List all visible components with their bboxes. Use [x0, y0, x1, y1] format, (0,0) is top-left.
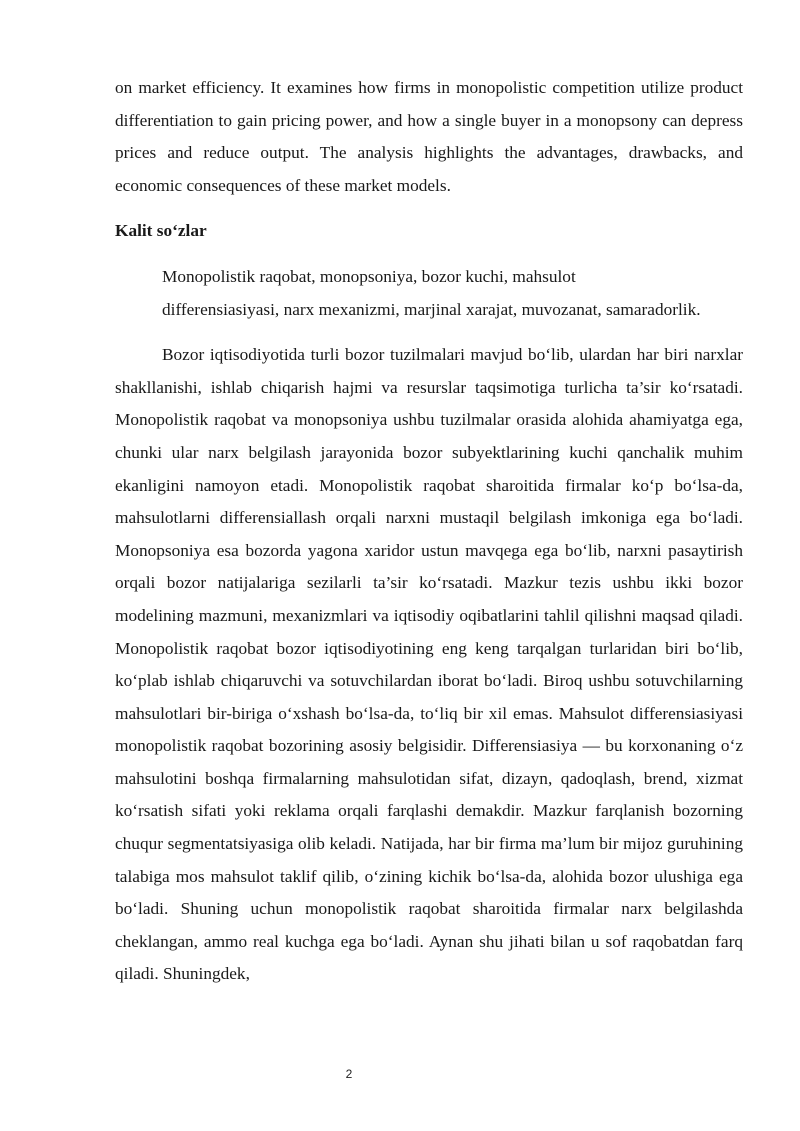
keywords-line: Monopolistik raqobat, monopsoniya, bozor kuchi, mahsulot — [162, 266, 576, 286]
body-paragraph: Bozor iqtisodiyotida turli bozor tuzilmalari mavjud bo‘lib, ulardan har biri narxlar shakllanishi, ishlab chiqarish hajmi va resurslar taqsimotiga turlicha ta’sir ko‘rsatadi. Monopolistik raqobat va monopsoniya ushbu tuzilmalar orasida alohida ahamiyatga ega, chunki ular narx belgilash jarayonida bozor subyektlarining kuchi qanchalik muhim ekanligini namoyon etadi. Monopolistik raqobat sharoitida firmalar ko‘p bo‘lsa-da, mahsulotlarni differensiallash orqali narxni mustaqil belgilash imkoniga ega bo‘ladi. Monopsoniya esa bozorda yagona xaridor ustun mavqega ega bo‘lib, narxni pasaytirish orqali bozor natijalariga sezilarli ta’sir ko‘rsatadi. Mazkur tezis ushbu ikki bozor modelining mazmuni, mexanizmlari va iqtisodiy oqibatlarini tahlil qilishni maqsad qiladi. Monopolistik raqobat bozor iqtisodiyotining eng keng tarqalgan turlaridan biri bo‘lib, ko‘plab ishlab chiqaruvchi va sotuvchilardan iborat bo‘ladi. Biroq ushbu sotuvchilarning mahsulotlari bir-biriga o‘xshash bo‘lsa-da, to‘liq bir xil emas. Mahsulot differensiasiyasi monopolistik raqobat bozorining asosiy belgisidir. Differensiasiya — bu korxonaning o‘z mahsulotini boshqa firmalarning mahsulotidan sifat, dizayn, qadoqlash, brend, xizmat ko‘rsatish sifati yoki reklama orqali farqlashi demakdir. Mazkur farqlanish bozorning chuqur segmentatsiyasiga olib keladi. Natijada, har bir firma ma’lum bir mijoz guruhining talabiga mos mahsulot taklif qilib, o‘zining kichik bo‘lsa-da, alohida bozor ulushiga ega bo‘ladi. Shuning uchun monopolistik raqobat sharoitida firmalar narx belgilashda cheklangan, ammo real kuchga ega bo‘ladi. Aynan shu jihati bilan u sof raqobatdan farq qiladi. Shuningdek, — [115, 345, 743, 984]
keywords-heading: Kalit so‘zlar — [115, 221, 207, 241]
page-number: 2 — [345, 1067, 353, 1081]
keywords-paragraph — [115, 261, 743, 326]
abstract-paragraph: on market efficiency. It examines how firms in monopolistic competition utilize product differentiation to gain pricing power, and how a single buyer in a monopsony can depress prices and reduce output. The analysis highlights the advantages, drawbacks, and economic consequences of these market models. — [115, 78, 743, 195]
keywords-line: differensiasiyasi, narx mexanizmi, marjinal xarajat, muvozanat, samaradorlik. — [162, 299, 701, 319]
page-content — [115, 72, 743, 991]
